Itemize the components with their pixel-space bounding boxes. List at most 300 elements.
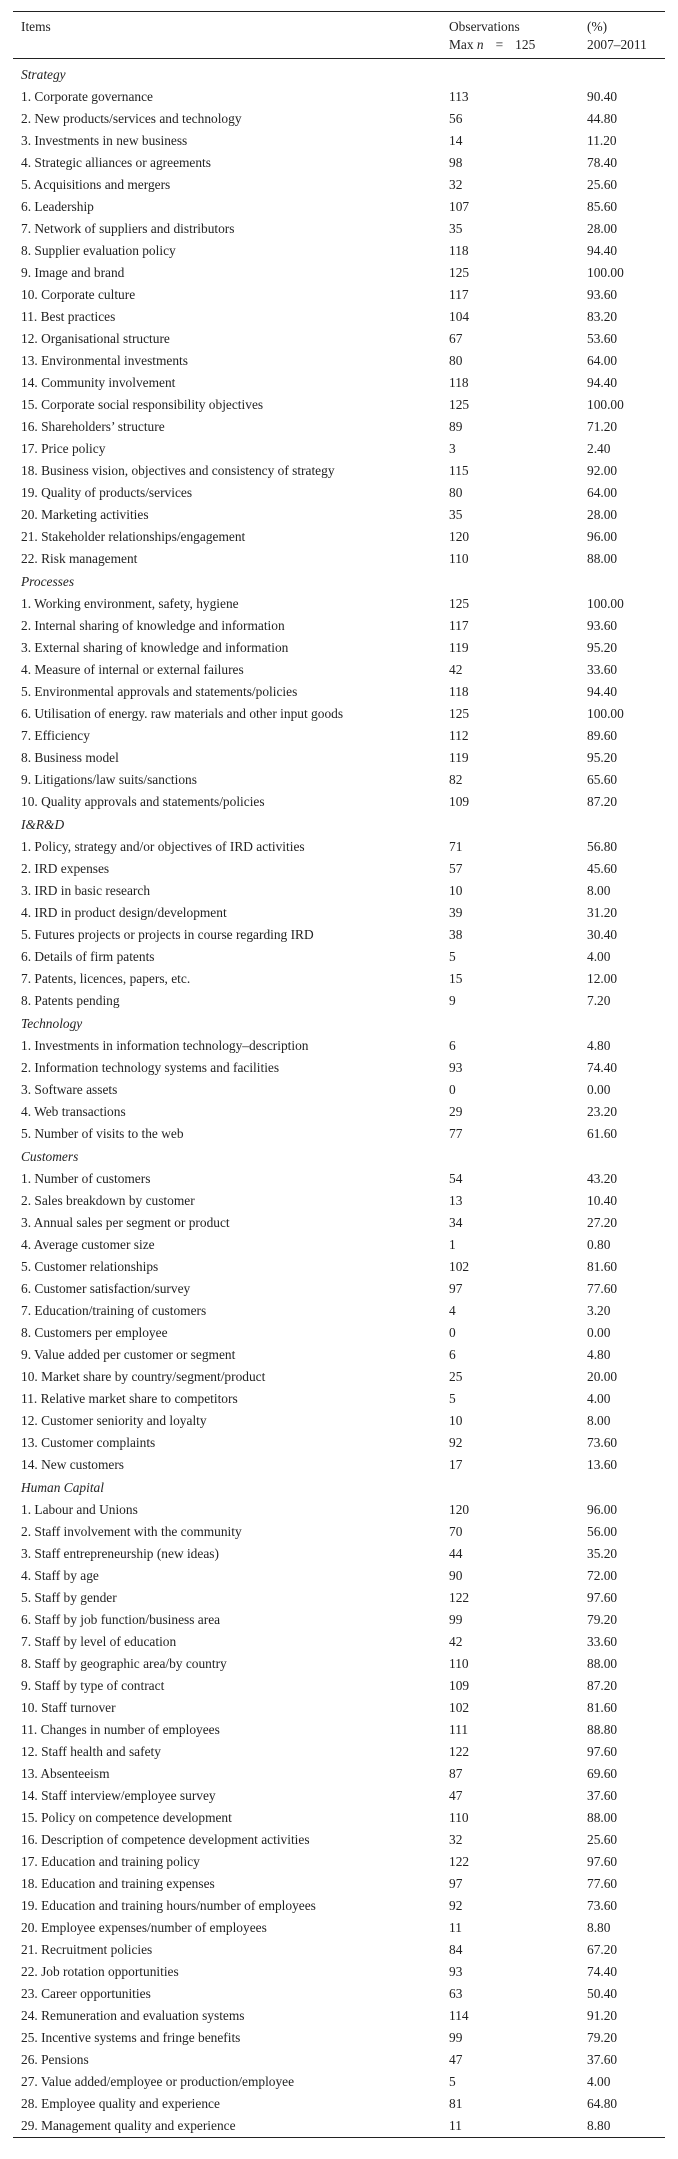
table-row (13, 262, 665, 284)
item-cell: 9. Litigations/law suits/sanctions (21, 772, 197, 787)
item-cell: 6. Utilisation of energy. raw materials and other input goods (21, 706, 344, 721)
table-row (13, 1829, 665, 1851)
percent-cell: 53.60 (587, 331, 618, 346)
table-header-row (13, 12, 665, 59)
observations-label: Observations (449, 19, 520, 34)
observations-cell: 47 (449, 1788, 463, 1803)
item-cell: 13. Absenteeism (21, 1766, 110, 1781)
observations-cell: 35 (449, 507, 463, 522)
table-row (13, 2071, 665, 2093)
observations-cell: 6 (449, 1038, 456, 1053)
item-cell: 1. Labour and Unions (21, 1502, 138, 1517)
item-cell: 2. IRD expenses (21, 861, 110, 876)
observations-cell: 32 (449, 1832, 463, 1847)
observations-cell: 42 (449, 662, 463, 677)
table-row (13, 681, 665, 703)
item-cell: 14. Staff interview/employee survey (21, 1788, 216, 1803)
percent-cell: 23.20 (587, 1104, 618, 1119)
item-cell: 16. Shareholders’ structure (21, 419, 165, 434)
item-cell: 8. Supplier evaluation policy (21, 243, 176, 258)
percent-cell: 3.20 (587, 1303, 611, 1318)
item-cell: 1. Corporate governance (21, 89, 153, 104)
table-row (13, 1256, 665, 1278)
percent-cell: 97.60 (587, 1744, 618, 1759)
percent-cell: 100.00 (587, 596, 624, 611)
observations-cell: 109 (449, 794, 470, 809)
table-row (13, 1631, 665, 1653)
item-cell: 11. Relative market share to competitors (21, 1391, 238, 1406)
item-cell: 7. Efficiency (21, 728, 90, 743)
item-cell: 7. Network of suppliers and distributors (21, 221, 235, 236)
table-row (13, 1939, 665, 1961)
observations-cell: 117 (449, 618, 469, 633)
percent-cell: 77.60 (587, 1876, 618, 1891)
table-row (13, 1322, 665, 1344)
percent-cell: 72.00 (587, 1568, 618, 1583)
table-row (13, 328, 665, 350)
percent-cell: 20.00 (587, 1369, 618, 1384)
percent-cell: 81.60 (587, 1700, 618, 1715)
observations-cell: 120 (449, 1502, 470, 1517)
item-cell: 2. Sales breakdown by customer (21, 1193, 195, 1208)
table-row (13, 593, 665, 615)
table-row (13, 108, 665, 130)
percent-cell: 45.60 (587, 861, 618, 876)
percent-cell: 27.20 (587, 1215, 618, 1230)
percent-cell: 88.00 (587, 1810, 618, 1825)
percent-cell: 88.00 (587, 551, 618, 566)
item-cell: 10. Quality approvals and statements/policies (21, 794, 265, 809)
observations-cell: 84 (449, 1942, 463, 1957)
table-row (13, 2093, 665, 2115)
section-heading-row (13, 1476, 665, 1499)
item-cell: 1. Policy, strategy and/or objectives of IRD activities (21, 839, 305, 854)
table-row (13, 1079, 665, 1101)
observations-cell: 71 (449, 839, 463, 854)
percent-cell: 8.80 (587, 1920, 611, 1935)
disclosure-table (13, 11, 665, 2138)
item-cell: 4. Average customer size (21, 1237, 155, 1252)
item-cell: 19. Quality of products/services (21, 485, 193, 500)
observations-cell: 117 (449, 287, 469, 302)
section-heading-row (13, 813, 665, 836)
item-cell: 1. Number of customers (21, 1171, 151, 1186)
table-row (13, 924, 665, 946)
item-cell: 16. Description of competence development activities (21, 1832, 310, 1847)
percent-cell: 13.60 (587, 1457, 618, 1472)
table-row (13, 791, 665, 813)
percent-cell: 25.60 (587, 1832, 618, 1847)
table-row (13, 416, 665, 438)
table-row (13, 394, 665, 416)
table-row (13, 152, 665, 174)
percent-cell: 81.60 (587, 1259, 618, 1274)
table-row (13, 1432, 665, 1454)
percent-cell: 56.00 (587, 1524, 618, 1539)
section-heading-row (13, 570, 665, 593)
table-row (13, 438, 665, 460)
table-row (13, 769, 665, 791)
percent-cell: 8.00 (587, 1413, 611, 1428)
table-row (13, 460, 665, 482)
observations-cell: 42 (449, 1634, 463, 1649)
percent-symbol: (%) (587, 19, 608, 34)
observations-cell: 125 (449, 265, 470, 280)
percent-cell: 37.60 (587, 2052, 618, 2067)
table-row (13, 1565, 665, 1587)
percent-cell: 4.00 (587, 2074, 611, 2089)
item-cell: 3. IRD in basic research (21, 883, 151, 898)
observations-column-header (441, 12, 579, 59)
item-cell: 5. Futures projects or projects in course regarding IRD (21, 927, 314, 942)
table-row (13, 2049, 665, 2071)
item-cell: 6. Leadership (21, 199, 94, 214)
percent-cell: 0.80 (587, 1237, 611, 1252)
percent-cell: 65.60 (587, 772, 618, 787)
observations-cell: 125 (449, 596, 470, 611)
item-cell: 17. Price policy (21, 441, 106, 456)
observations-cell: 1 (449, 1237, 456, 1252)
observations-cell: 118 (449, 375, 469, 390)
percent-cell: 74.40 (587, 1964, 618, 1979)
observations-cell: 107 (449, 199, 470, 214)
item-cell: 27. Value added/employee or production/employee (21, 2074, 295, 2089)
item-cell: 28. Employee quality and experience (21, 2096, 220, 2111)
observations-cell: 90 (449, 1568, 463, 1583)
percent-cell: 87.20 (587, 1678, 618, 1693)
percent-cell: 91.20 (587, 2008, 618, 2023)
table-row (13, 1543, 665, 1565)
percent-cell: 92.00 (587, 463, 618, 478)
section-heading-row (13, 59, 665, 87)
table-row (13, 1410, 665, 1432)
table-row (13, 196, 665, 218)
table-row (13, 1961, 665, 1983)
observations-cell: 92 (449, 1898, 463, 1913)
observations-cell: 81 (449, 2096, 463, 2111)
observations-cell: 122 (449, 1854, 470, 1869)
item-cell: 6. Staff by job function/business area (21, 1612, 221, 1627)
table-row (13, 548, 665, 570)
table-row (13, 858, 665, 880)
item-cell: 4. Web transactions (21, 1104, 126, 1119)
table-row (13, 1609, 665, 1631)
observations-cell: 113 (449, 89, 469, 104)
observations-cell: 47 (449, 2052, 463, 2067)
table-row (13, 1521, 665, 1543)
observations-cell: 119 (449, 640, 469, 655)
observations-cell: 110 (449, 551, 469, 566)
percent-cell: 67.20 (587, 1942, 618, 1957)
percent-cell: 37.60 (587, 1788, 618, 1803)
observations-cell: 119 (449, 750, 469, 765)
item-cell: 8. Customers per employee (21, 1325, 168, 1340)
item-cell: 2. Staff involvement with the community (21, 1524, 242, 1539)
item-cell: 3. Annual sales per segment or product (21, 1215, 230, 1230)
percent-cell: 25.60 (587, 177, 618, 192)
table-row (13, 637, 665, 659)
percent-cell: 100.00 (587, 265, 624, 280)
table-row (13, 880, 665, 902)
item-cell: 15. Policy on competence development (21, 1810, 232, 1825)
observations-cell: 92 (449, 1435, 463, 1450)
items-column-header: Items (13, 12, 441, 59)
observations-cell: 98 (449, 155, 463, 170)
table-row (13, 1212, 665, 1234)
item-cell: 7. Staff by level of education (21, 1634, 177, 1649)
table-row (13, 218, 665, 240)
item-cell: 11. Changes in number of employees (21, 1722, 220, 1737)
item-cell: 18. Education and training expenses (21, 1876, 215, 1891)
percent-cell: 90.40 (587, 89, 618, 104)
percent-cell: 31.20 (587, 905, 618, 920)
percent-cell: 4.00 (587, 1391, 611, 1406)
observations-cell: 82 (449, 772, 463, 787)
observations-cell: 114 (449, 2008, 469, 2023)
observations-cell: 35 (449, 221, 463, 236)
table-row (13, 1344, 665, 1366)
observations-cell: 10 (449, 883, 463, 898)
table-row (13, 2005, 665, 2027)
observations-cell: 104 (449, 309, 470, 324)
item-cell: 3. Staff entrepreneurship (new ideas) (21, 1546, 219, 1561)
item-cell: 5. Customer relationships (21, 1259, 159, 1274)
percent-cell: 2.40 (587, 441, 611, 456)
table-row (13, 659, 665, 681)
percent-cell: 64.00 (587, 353, 618, 368)
percent-cell: 94.40 (587, 243, 618, 258)
item-cell: 12. Staff health and safety (21, 1744, 161, 1759)
observations-cell: 5 (449, 2074, 456, 2089)
table-row (13, 2027, 665, 2049)
observations-cell: 93 (449, 1060, 463, 1075)
observations-cell: 5 (449, 1391, 456, 1406)
item-cell: 6. Customer satisfaction/survey (21, 1281, 191, 1296)
item-cell: 19. Education and training hours/number of employees (21, 1898, 316, 1913)
item-cell: 4. Measure of internal or external failures (21, 662, 244, 677)
table-row (13, 615, 665, 637)
percent-cell: 93.60 (587, 618, 618, 633)
percent-cell: 69.60 (587, 1766, 618, 1781)
observations-cell: 110 (449, 1656, 469, 1671)
observations-cell: 118 (449, 684, 469, 699)
percent-cell: 88.80 (587, 1722, 618, 1737)
table-row (13, 1697, 665, 1719)
percent-cell: 0.00 (587, 1325, 611, 1340)
observations-cell: 4 (449, 1303, 456, 1318)
percent-cell: 64.80 (587, 2096, 618, 2111)
section-heading-row (13, 1145, 665, 1168)
percent-cell: 73.60 (587, 1435, 618, 1450)
percent-cell: 93.60 (587, 287, 618, 302)
observations-cell: 110 (449, 1810, 469, 1825)
item-cell: 12. Customer seniority and loyalty (21, 1413, 207, 1428)
table-row (13, 1785, 665, 1807)
observations-cell: 115 (449, 463, 469, 478)
item-cell: 1. Working environment, safety, hygiene (21, 596, 239, 611)
percent-cell: 64.00 (587, 485, 618, 500)
item-cell: 5. Environmental approvals and statements/policies (21, 684, 298, 699)
percent-cell: 4.00 (587, 949, 611, 964)
observations-cell: 38 (449, 927, 463, 942)
percent-cell: 97.60 (587, 1854, 618, 1869)
table-row (13, 1983, 665, 2005)
observations-cell: 14 (449, 133, 463, 148)
percent-cell: 7.20 (587, 993, 611, 1008)
section-heading-row (13, 1012, 665, 1035)
percent-cell: 95.20 (587, 640, 618, 655)
period-label: 2007–2011 (587, 37, 647, 52)
observations-cell: 122 (449, 1744, 470, 1759)
table-row (13, 526, 665, 548)
table-row (13, 86, 665, 108)
item-cell: 21. Stakeholder relationships/engagement (21, 529, 246, 544)
table-row (13, 1278, 665, 1300)
percent-cell: 28.00 (587, 221, 618, 236)
item-cell: 10. Market share by country/segment/product (21, 1369, 266, 1384)
item-cell: 3. Software assets (21, 1082, 118, 1097)
table-row (13, 1057, 665, 1079)
table-row (13, 1454, 665, 1476)
table-row (13, 372, 665, 394)
observations-cell: 80 (449, 485, 463, 500)
item-cell: 17. Education and training policy (21, 1854, 200, 1869)
percent-cell: 100.00 (587, 397, 624, 412)
table-body (13, 59, 665, 2138)
observations-cell: 93 (449, 1964, 463, 1979)
percent-cell: 87.20 (587, 794, 618, 809)
item-cell: 5. Acquisitions and mergers (21, 177, 171, 192)
table-row (13, 1851, 665, 1873)
observations-cell: 11 (441, 2115, 579, 2138)
percent-cell: 43.20 (587, 1171, 618, 1186)
table-row (13, 1300, 665, 1322)
observations-cell: 25 (449, 1369, 463, 1384)
table-row (13, 504, 665, 526)
observations-cell: 99 (449, 2030, 463, 2045)
item-cell: 29. Management quality and experience (13, 2115, 441, 2138)
observations-cell: 32 (449, 177, 463, 192)
observations-cell: 120 (449, 529, 470, 544)
percent-cell: 96.00 (587, 529, 618, 544)
table-row (13, 1719, 665, 1741)
observations-cell: 10 (449, 1413, 463, 1428)
item-cell: 24. Remuneration and evaluation systems (21, 2008, 245, 2023)
observations-cell: 97 (449, 1876, 463, 1891)
percent-cell: 83.20 (587, 309, 618, 324)
observations-cell: 118 (449, 243, 469, 258)
table-row (13, 306, 665, 328)
percent-cell: 78.40 (587, 155, 618, 170)
observations-cell: 102 (449, 1259, 470, 1274)
percent-cell: 96.00 (587, 1502, 618, 1517)
percent-cell: 11.20 (587, 133, 617, 148)
observations-cell: 3 (449, 441, 456, 456)
item-cell: 9. Value added per customer or segment (21, 1347, 236, 1362)
percent-cell: 94.40 (587, 375, 618, 390)
table-row (13, 1190, 665, 1212)
observations-cell: 57 (449, 861, 463, 876)
table-row (13, 284, 665, 306)
table-row (13, 350, 665, 372)
table-row (13, 1895, 665, 1917)
item-cell: 5. Staff by gender (21, 1590, 117, 1605)
percent-cell: 12.00 (587, 971, 618, 986)
percent-cell: 88.00 (587, 1656, 618, 1671)
table-row (13, 174, 665, 196)
percent-cell: 30.40 (587, 927, 618, 942)
table-row (13, 2115, 665, 2138)
observations-cell: 87 (449, 1766, 463, 1781)
percent-cell: 95.20 (587, 750, 618, 765)
table-row (13, 1366, 665, 1388)
percent-cell: 8.80 (579, 2115, 665, 2138)
percent-cell: 85.60 (587, 199, 618, 214)
section-title: Human Capital (21, 1479, 104, 1495)
item-cell: 18. Business vision, objectives and consistency of strategy (21, 463, 335, 478)
observations-cell: 13 (449, 1193, 463, 1208)
item-cell: 15. Corporate social responsibility objectives (21, 397, 264, 412)
item-cell: 21. Recruitment policies (21, 1942, 153, 1957)
percent-cell: 50.40 (587, 1986, 618, 2001)
item-cell: 4. IRD in product design/development (21, 905, 227, 920)
observations-cell: 102 (449, 1700, 470, 1715)
percent-cell: 44.80 (587, 111, 618, 126)
item-cell: 12. Organisational structure (21, 331, 170, 346)
item-cell: 13. Customer complaints (21, 1435, 156, 1450)
observations-cell: 125 (449, 706, 470, 721)
item-cell: 11. Best practices (21, 309, 116, 324)
item-cell: 14. New customers (21, 1457, 125, 1472)
table-row (13, 1741, 665, 1763)
item-cell: 2. Information technology systems and facilities (21, 1060, 280, 1075)
observations-cell: 111 (449, 1722, 469, 1737)
item-cell: 22. Job rotation opportunities (21, 1964, 179, 1979)
table-row (13, 990, 665, 1012)
observations-cell: 0 (449, 1325, 456, 1340)
observations-cell: 89 (449, 419, 463, 434)
observations-cell: 125 (449, 397, 470, 412)
percent-cell: 79.20 (587, 2030, 618, 2045)
item-cell: 23. Career opportunities (21, 1986, 151, 2001)
observations-cell: 15 (449, 971, 463, 986)
percent-cell: 100.00 (587, 706, 624, 721)
percent-cell: 97.60 (587, 1590, 618, 1605)
item-cell: 4. Strategic alliances or agreements (21, 155, 211, 170)
table-row (13, 946, 665, 968)
item-cell: 9. Image and brand (21, 265, 125, 280)
percent-cell: 33.60 (587, 662, 618, 677)
table-row (13, 1587, 665, 1609)
section-title: Strategy (21, 66, 66, 82)
table-row (13, 902, 665, 924)
section-title: Processes (21, 573, 75, 589)
observations-cell: 34 (449, 1215, 463, 1230)
item-cell: 25. Incentive systems and fringe benefits (21, 2030, 241, 2045)
percent-cell: 56.80 (587, 839, 618, 854)
table-row (13, 1653, 665, 1675)
percent-cell: 28.00 (587, 507, 618, 522)
percent-cell: 10.40 (587, 1193, 618, 1208)
item-cell: 5. Number of visits to the web (21, 1126, 184, 1141)
item-cell: 6. Details of firm patents (21, 949, 155, 964)
percent-cell: 74.40 (587, 1060, 618, 1075)
table-row (13, 836, 665, 858)
observations-cell: 6 (449, 1347, 456, 1362)
table-row (13, 1675, 665, 1697)
table-row (13, 1917, 665, 1939)
item-cell: 20. Marketing activities (21, 507, 149, 522)
